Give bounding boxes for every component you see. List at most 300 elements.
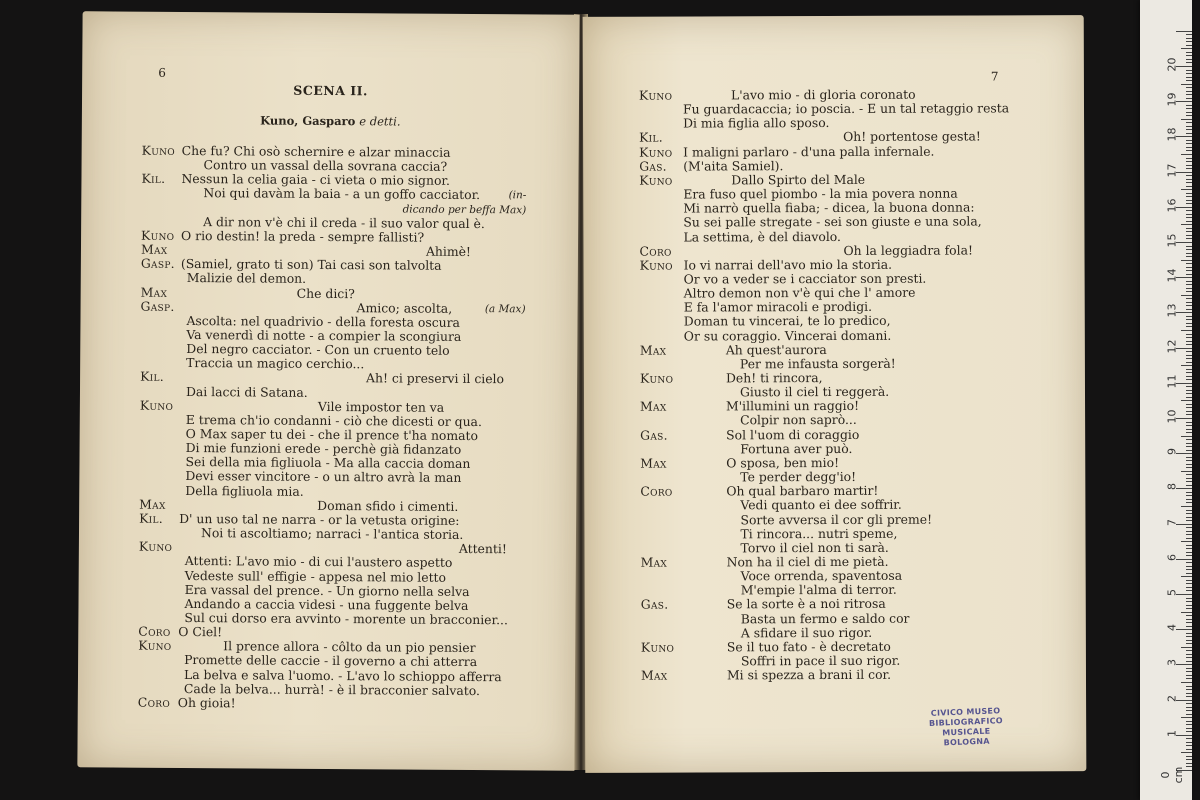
ruler-label: 1 (1165, 729, 1179, 737)
libretto-line (584, 356, 1085, 372)
ruler-tick (1186, 710, 1192, 711)
speaker-name: Kuno (141, 142, 176, 158)
ruler-tick (1186, 126, 1192, 127)
speaker-name: Kil. (141, 170, 166, 187)
verse-text: Oh gioia! (177, 694, 236, 711)
libretto-line (583, 229, 1084, 245)
ruler-tick (1186, 738, 1192, 739)
ruler-tick (1186, 404, 1192, 405)
ruler-tick (1186, 246, 1192, 247)
ruler-tick (1186, 707, 1192, 708)
verse-text: Malizie del demon. (186, 270, 307, 287)
verse-text: La settima, è del diavolo. (683, 228, 841, 245)
verse-text: Torvo il ciel non ti sarà. (740, 539, 889, 556)
ruler-tick (1186, 358, 1192, 359)
ruler-label: 9 (1165, 448, 1179, 456)
verse-text: Fu guardacaccia; io poscia. - E un tal retaggio resta (682, 100, 1010, 117)
ruler-tick (1186, 414, 1192, 415)
ruler-tick (1186, 499, 1192, 500)
ruler-tick (1186, 147, 1192, 148)
ruler-tick (1186, 492, 1192, 493)
ruler-tick (1186, 249, 1192, 250)
verse-text: Dallo Spirto del Male (731, 171, 866, 188)
ruler-tick (1186, 316, 1192, 317)
ruler-tick (1186, 495, 1192, 496)
stamp-line: CIVICO MUSEO (930, 706, 1001, 718)
ruler-tick (1186, 182, 1192, 183)
scene-subtitle (82, 112, 579, 129)
ruler-tick (1186, 52, 1192, 53)
speaker-name: Kuno (639, 144, 673, 160)
ruler-tick (1186, 714, 1192, 715)
ruler-tick (1181, 682, 1192, 683)
verse-text: Sorte avversa il cor gli preme! (740, 511, 933, 527)
verse-text: Fortuna aver può. (740, 440, 853, 457)
ruler-tick (1186, 759, 1192, 760)
verse-text: Ti rincora... nutri speme, (740, 525, 898, 541)
ruler-label: 3 (1165, 659, 1179, 667)
ruler-tick (1186, 742, 1192, 743)
ruler-tick (1186, 605, 1192, 606)
ruler-tick (1186, 175, 1192, 176)
ruler-tick (1186, 689, 1192, 690)
verse-text: Ah! ci preservi il cielo (366, 370, 505, 387)
ruler-tick (1186, 108, 1192, 109)
ruler-tick (1181, 84, 1192, 85)
stamp-line: BIBLIOGRAFICO MUSICALE (928, 716, 1004, 738)
measuring-ruler (1140, 0, 1192, 800)
ruler-tick (1186, 34, 1192, 35)
ruler-tick (1186, 376, 1192, 377)
ruler-tick (1186, 686, 1192, 687)
verse-text: O Max saper tu dei - che il prence t'ha nomato (185, 426, 479, 444)
speaker-name: Max (140, 284, 168, 300)
ruler-tick (1186, 214, 1192, 215)
verse-text: Vile impostor ten va (317, 398, 445, 415)
ruler-tick (1186, 87, 1192, 88)
ruler-tick (1186, 122, 1192, 123)
ruler-tick (1186, 228, 1192, 229)
verse-text: Il prence allora - côlto da un pio pensier (223, 638, 476, 656)
speaker-name: Max (639, 342, 667, 358)
ruler-tick (1186, 520, 1192, 521)
ruler-tick (1186, 756, 1192, 757)
verse-text: Or su coraggio. Vincerai domani. (683, 327, 892, 344)
verse-text: Del negro cacciator. - Con un cruento telo (186, 341, 450, 358)
ruler-tick (1186, 633, 1192, 634)
ruler-tick (1186, 569, 1192, 570)
speaker-name: Coro (640, 483, 673, 499)
ruler-tick (1186, 411, 1192, 412)
ruler-tick (1186, 650, 1192, 651)
ruler-tick (1186, 429, 1192, 430)
ruler-label: 18 (1165, 127, 1179, 142)
ruler-tick (1186, 573, 1192, 574)
ruler-tick (1186, 587, 1192, 588)
ruler-tick (1186, 485, 1192, 486)
speaker-name: Kuno (639, 370, 674, 386)
verse-text: A sfidare il suo rigor. (740, 624, 873, 641)
left-page (77, 11, 579, 770)
ruler-tick (1186, 150, 1192, 151)
libretto-line (583, 101, 1084, 117)
ruler-tick (1186, 731, 1192, 732)
ruler-tick (1186, 657, 1192, 658)
ruler-tick (1186, 460, 1192, 461)
ruler-tick (1186, 217, 1192, 218)
speaker-name: Max (640, 667, 668, 683)
ruler-tick (1186, 474, 1192, 475)
ruler-tick (1186, 671, 1192, 672)
ruler-tick (1186, 210, 1192, 211)
verse-text: Cade la belva... hurrà! - è il bracconier salvato. (183, 680, 481, 698)
ruler-tick (1186, 341, 1192, 342)
ruler-label: 19 (1165, 92, 1179, 107)
verse-text: E fa l'amor miracoli e prodigi. (683, 299, 873, 315)
verse-text: Te perder degg'io! (740, 468, 857, 485)
ruler-tick (1186, 601, 1192, 602)
ruler-tick (1186, 186, 1192, 187)
ruler-tick (1186, 583, 1192, 584)
verse-text: Voce orrenda, spaventosa (740, 567, 903, 584)
speaker-name: Kuno (138, 538, 173, 555)
verse-text: Se la sorte è a noi ritrosa (726, 596, 886, 612)
speaker-name: Kuno (639, 172, 673, 188)
ruler-tick (1186, 129, 1192, 130)
ruler-tick (1186, 562, 1192, 563)
ruler-tick (1186, 158, 1192, 159)
ruler-tick (1186, 80, 1192, 81)
verse-text: I maligni parlaro - d'una palla infernale. (683, 143, 935, 160)
ruler-tick (1186, 165, 1192, 166)
stage-direction: (a Max) (484, 302, 526, 316)
stage-direction: dicando per beffa Max) (402, 203, 527, 216)
verse-text: Sei della mia figliuola - Ma alla caccia doman (185, 454, 471, 472)
scene-title: SCENA II. (293, 82, 368, 99)
ruler-tick (1186, 390, 1192, 391)
ruler-tick (1186, 288, 1192, 289)
ruler-tick (1186, 112, 1192, 113)
verse-text: Doman tu vincerai, te lo predico, (683, 313, 891, 329)
ruler-tick (1186, 98, 1192, 99)
ruler-tick (1186, 168, 1192, 169)
ruler-tick (1186, 636, 1192, 637)
verse-text: D' un uso tal ne narra - or la vetusta origine: (179, 510, 460, 528)
ruler-tick (1186, 675, 1192, 676)
ruler-tick (1186, 566, 1192, 567)
ruler-label: 0 cm (1159, 766, 1185, 784)
ruler-tick (1186, 693, 1192, 694)
verse-text: (M'aita Samiel). (683, 157, 784, 174)
speaker-name: Gas. (640, 596, 669, 613)
ruler-label: 12 (1165, 339, 1179, 354)
verse-text: Colpir non saprò... (740, 412, 857, 428)
verse-text: Oh la leggiadra fola! (843, 242, 973, 258)
speaker-name: Kil. (139, 510, 164, 526)
ruler-tick (1186, 464, 1192, 465)
ruler-tick (1186, 203, 1192, 204)
stage-direction: (in- (508, 189, 527, 202)
ruler-tick (1186, 115, 1192, 116)
ruler-tick (1186, 517, 1192, 518)
speaker-name: Kil. (639, 130, 664, 146)
ruler-tick (1186, 263, 1192, 264)
verse-text: Se il tuo fato - è decretato (726, 638, 891, 655)
speaker-name: Coro (137, 694, 171, 710)
ruler-tick (1181, 576, 1192, 577)
ruler-tick (1181, 119, 1192, 120)
speaker-name: Coro (138, 623, 171, 639)
scene-direction: e detti. (359, 114, 401, 129)
ruler-label: 15 (1165, 233, 1179, 248)
verse-text: Giusto il ciel ti reggerà. (739, 383, 890, 400)
ruler-tick (1181, 436, 1192, 437)
ruler-tick (1186, 355, 1192, 356)
ruler-tick (1186, 439, 1192, 440)
speaker-name: Kil. (140, 369, 165, 385)
verse-text: O Ciel! (178, 624, 223, 640)
ruler-tick (1186, 274, 1192, 275)
ruler-tick (1186, 319, 1192, 320)
verse-text: M'empie l'alma di terror. (740, 582, 897, 598)
ruler-tick (1186, 235, 1192, 236)
speaker-name: Gasp. (140, 255, 176, 272)
ruler-tick (1186, 478, 1192, 479)
verse-text: Devi esser vincitore - o un altro avrà la man (185, 468, 462, 486)
ruler-tick (1186, 193, 1192, 194)
verse-text: Oh qual barbaro martir! (726, 483, 879, 499)
ruler-tick (1181, 752, 1192, 753)
verse-text: Va venerdì di notte - a compier la scongiura (186, 326, 462, 344)
verse-text: Che fu? Chi osò schernire e alzar minaccia (181, 142, 451, 160)
ruler-tick (1186, 580, 1192, 581)
ruler-tick (1181, 647, 1192, 648)
verse-text: Vedi quanto ei dee soffrir. (740, 497, 902, 513)
ruler-tick (1186, 179, 1192, 180)
ruler-tick (1186, 337, 1192, 338)
ruler-tick (1186, 45, 1192, 46)
ruler-tick (1186, 407, 1192, 408)
ruler-tick (1186, 626, 1192, 627)
ruler-tick (1181, 260, 1192, 261)
ruler-tick (1186, 640, 1192, 641)
ruler-tick (1181, 506, 1192, 507)
libretto-line (583, 130, 1084, 146)
ruler-tick (1181, 365, 1192, 366)
speaker-name: Kuno (639, 257, 673, 273)
ruler-tick (1186, 302, 1192, 303)
ruler-tick (1186, 59, 1192, 60)
ruler-tick (1186, 334, 1192, 335)
ruler-tick (1186, 253, 1192, 254)
verse-text: Attenti! (458, 541, 507, 557)
ruler-tick (1186, 397, 1192, 398)
verse-text: Noi qui davàm la baia - a un goffo cacciator. (203, 185, 481, 203)
ruler-tick (1186, 643, 1192, 644)
ruler-tick (1186, 425, 1192, 426)
verse-text: Non ha il ciel di me pietà. (726, 553, 889, 570)
verse-text: Nessun la celia gaia - ci vieta o mio signor. (181, 171, 451, 189)
ruler-tick (1186, 267, 1192, 268)
ruler-tick (1186, 38, 1192, 39)
ruler-tick (1186, 41, 1192, 42)
libretto-line (584, 328, 1085, 344)
ruler-tick (1186, 369, 1192, 370)
verse-text: E trema ch'io condanni - ciò che dicesti or qua. (185, 411, 482, 429)
ruler-tick (1186, 668, 1192, 669)
ruler-tick (1186, 745, 1192, 746)
libretto-line (583, 115, 1084, 131)
ruler-tick (1186, 298, 1192, 299)
ruler-tick (1186, 94, 1192, 95)
speaker-name: Max (640, 398, 667, 414)
ruler-label: 6 (1165, 553, 1179, 561)
ruler-tick (1181, 612, 1192, 613)
ruler-tick (1186, 140, 1192, 141)
verse-text: Promette delle caccie - il governo a chi atterra (184, 652, 478, 670)
ruler-tick (1186, 510, 1192, 511)
libretto-line (584, 497, 1085, 513)
ruler-tick (1186, 721, 1192, 722)
ruler-label: 10 (1165, 409, 1179, 424)
ruler-label: 7 (1165, 518, 1179, 526)
ruler-tick (1186, 55, 1192, 56)
right-libretto-text (583, 15, 1084, 683)
ruler-tick (1186, 62, 1192, 63)
verse-text: Amico; ascolta, (356, 299, 453, 316)
verse-text: Sol l'uom di coraggio (726, 426, 860, 442)
ruler-tick (1186, 749, 1192, 750)
speaker-name: Max (139, 496, 166, 512)
verse-text: Di mie funzioni erede - perchè già fidanzato (185, 440, 462, 458)
ruler-tick (1186, 724, 1192, 725)
ruler-tick (1186, 386, 1192, 387)
ruler-tick (1186, 305, 1192, 306)
speaker-name: Gas. (639, 158, 667, 174)
ruler-tick (1181, 295, 1192, 296)
libretto-line (583, 214, 1084, 230)
ruler-tick (1186, 703, 1192, 704)
ruler-tick (1181, 189, 1192, 190)
ruler-tick (1186, 143, 1192, 144)
ruler-tick (1186, 281, 1192, 282)
ruler-tick (1186, 432, 1192, 433)
verse-text: Or vo a veder se i cacciator son presti. (683, 270, 927, 287)
verse-text: Sul cui dorso era avvinto - morente un bracconier... (184, 609, 508, 628)
ruler-tick (1186, 284, 1192, 285)
ruler-tick (1181, 48, 1192, 49)
ruler-tick (1186, 622, 1192, 623)
library-stamp (906, 705, 1025, 750)
verse-text: Era vassal del prence. - Un giorno nella selva (184, 581, 470, 599)
ruler-tick (1186, 133, 1192, 134)
verse-text: Dai lacci di Satana. (185, 383, 308, 400)
ruler-tick (1186, 766, 1192, 767)
verse-text: Ahimè! (425, 243, 471, 260)
ruler-tick (1186, 608, 1192, 609)
ruler-tick (1186, 393, 1192, 394)
ruler-tick (1186, 548, 1192, 549)
ruler-tick (1186, 344, 1192, 345)
ruler-label: 5 (1165, 589, 1179, 596)
ruler-label: 14 (1165, 268, 1179, 283)
verse-text: O sposa, ben mio! (726, 454, 840, 471)
ruler-tick (1181, 541, 1192, 542)
ruler-tick (1186, 238, 1192, 239)
verse-text: Io vi narrai dell'avo mio la storia. (683, 256, 893, 273)
ruler-tick (1181, 154, 1192, 155)
ruler-tick (1186, 590, 1192, 591)
libretto-line (584, 314, 1085, 330)
verse-text: Che dici? (296, 285, 355, 301)
speaker-name: Kuno (141, 227, 175, 243)
ruler-tick (1186, 196, 1192, 197)
ruler-tick (1186, 221, 1192, 222)
ruler-tick (1186, 161, 1192, 162)
ruler-tick (1186, 446, 1192, 447)
ruler-label: 11 (1165, 374, 1179, 389)
libretto-line (78, 695, 575, 712)
speaker-name: Max (640, 455, 667, 471)
ruler-tick (1186, 309, 1192, 310)
verse-text: (Samiel, grato ti son) Tai casi son talvolta (180, 256, 442, 273)
ruler-tick (1186, 270, 1192, 271)
ruler-tick (1186, 91, 1192, 92)
speaker-name: Kuno (640, 639, 675, 655)
scene-characters: Kuno, Gasparo (260, 113, 356, 129)
ruler-tick (1186, 323, 1192, 324)
verse-text: Contro un vassal della sovrana caccia? (203, 157, 448, 174)
verse-text: Noi ti ascoltiamo; narraci - l'antica storia. (200, 525, 464, 542)
ruler-tick (1186, 654, 1192, 655)
verse-text: Di mia figlia allo sposo. (683, 115, 830, 131)
ruler-tick (1186, 502, 1192, 503)
ruler-tick (1186, 555, 1192, 556)
verse-text: O rio destin! la preda - sempre fallisti? (181, 227, 425, 245)
speaker-name: Gasp. (140, 298, 175, 314)
stamp-line: BOLOGNA (943, 736, 990, 748)
verse-text: A dir non v'è chi il creda - il suo valor qual è. (203, 213, 485, 231)
ruler-tick (1186, 77, 1192, 78)
verse-text: La belva e salva l'uomo. - L'avo lo schioppo afferra (183, 666, 502, 684)
ruler-tick (1181, 224, 1192, 225)
verse-text: M'illumini un raggio! (726, 398, 860, 414)
ruler-tick (1186, 443, 1192, 444)
ruler-label: 16 (1165, 198, 1179, 213)
ruler-tick (1186, 661, 1192, 662)
ruler-tick (1186, 728, 1192, 729)
ruler-tick (1186, 531, 1192, 532)
ruler-label: 13 (1165, 303, 1179, 318)
verse-text: Attenti: L'avo mio - di cui l'austero aspetto (184, 553, 453, 571)
libretto-line (583, 144, 1084, 160)
verse-text: L'avo mio - di gloria coronato (730, 86, 916, 103)
verse-text: Vedeste sull' effigie - appesa nel mio letto (184, 567, 447, 585)
ruler-tick (1186, 615, 1192, 616)
speaker-name: Gas. (640, 427, 668, 443)
ruler-tick (1186, 326, 1192, 327)
ruler-tick (1186, 457, 1192, 458)
ruler-tick (1176, 31, 1192, 32)
verse-text: Per me infausta sorgerà! (739, 355, 896, 372)
libretto-line (585, 597, 1086, 613)
ruler-tick (1186, 678, 1192, 679)
libretto-line (584, 413, 1085, 429)
verse-text: Deh! ti rincora, (725, 370, 823, 386)
speaker-name: Max (140, 241, 168, 257)
ruler-tick (1186, 362, 1192, 363)
ruler-tick (1186, 481, 1192, 482)
